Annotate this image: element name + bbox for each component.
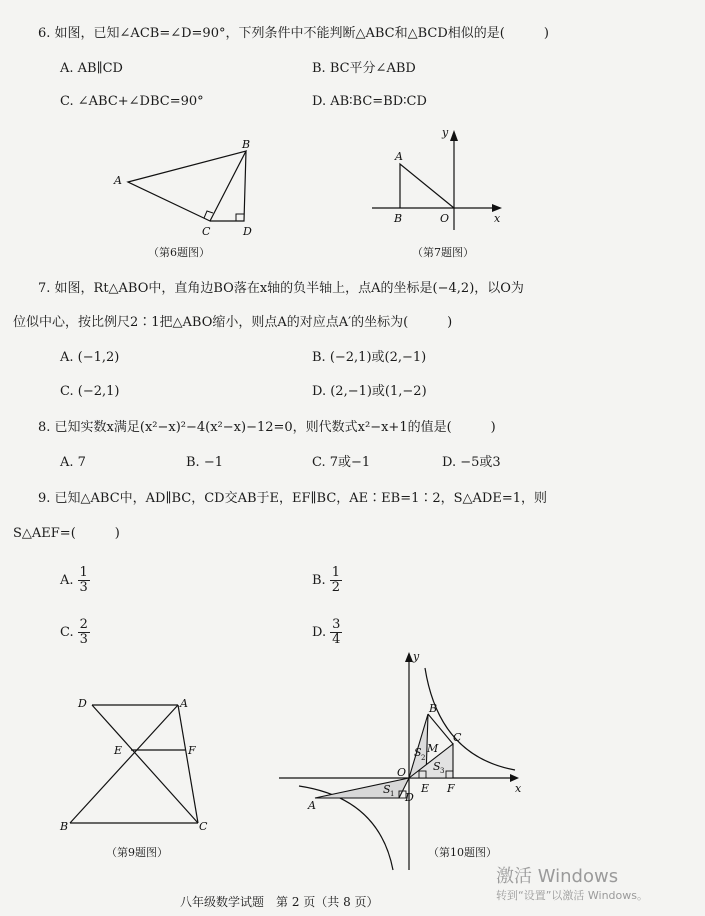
q9-option-a-letter: A. [60,573,74,588]
segment-ab [70,705,178,823]
label-f: F [188,744,196,757]
label-o: O [440,212,450,225]
label-s1-subscript: 1 [390,790,395,798]
label-s2: S [414,746,422,759]
label-a: A [180,697,188,710]
q7-option-d: D. (2,−1)或(1,−2) [312,384,427,399]
label-y: y [442,126,449,139]
q8-option-d: D. −5或3 [442,455,501,470]
q8-option-b: B. −1 [186,455,223,470]
label-b: B [429,702,438,715]
q9-option-b-denominator: 2 [331,580,340,595]
label-x: x [515,782,522,795]
right-angle-d [236,214,244,221]
triangle-abo [400,164,454,208]
label-e: E [421,782,430,795]
label-d: D [243,225,252,238]
figure-7-caption: （第7题图） [412,246,474,259]
q9-option-d-numerator: 3 [332,617,341,632]
label-b: B [60,820,69,833]
q7-option-b: B. (−2,1)或(2,−1) [312,350,427,365]
page-footer: 八年级数学试题 第 2 页（共 8 页） [180,895,379,909]
q9-option-a [60,566,90,595]
label-b: B [242,138,251,151]
q9-option-a-denominator: 3 [79,580,88,595]
label-c: C [202,225,211,238]
label-x: x [494,212,501,225]
triangle-abc [128,151,246,221]
label-e: E [114,744,123,757]
watermark-subtitle: 转到“设置”以激活 Windows。 [496,889,648,902]
q9-option-b-numerator: 1 [331,565,340,580]
shaded-triangle-s1 [315,778,409,798]
q8-option-a: A. 7 [60,455,86,470]
figure-6-caption: （第6题图） [148,246,210,259]
label-m: M [427,742,439,755]
q9-option-c-numerator: 2 [79,617,88,632]
label-f: F [447,782,455,795]
x-axis-arrow [510,774,519,782]
q9-option-d-denominator: 4 [332,632,341,647]
segment-bc [428,714,453,744]
x-axis-arrow [492,204,502,212]
q9-option-b-letter: B. [312,573,326,588]
label-b: B [394,212,403,225]
watermark-title: 激活 Windows [496,866,619,887]
q6-option-c: C. ∠ABC+∠DBC=90° [60,94,204,109]
q9-option-c-letter: C. [60,625,74,640]
figure-10-caption: （第10题图） [428,846,497,859]
q9-option-c [60,618,90,647]
label-s1: S [383,783,391,796]
label-s2-subscript: 2 [421,754,426,762]
y-axis-arrow [450,130,458,141]
q8-stem: 8. 已知实数x满足(x²−x)²−4(x²−x)−12=0，则代数式x²−x+1的值是( ) [38,420,496,435]
q9-option-b [312,566,342,595]
segment-ac [178,705,198,823]
label-c: C [453,731,462,744]
label-a: A [114,174,122,187]
label-d: D [78,697,87,710]
figure-9-caption: （第9题图） [106,846,168,859]
q9-option-d-letter: D. [312,625,327,640]
q9-option-d [312,618,342,647]
figure-7 [370,126,510,236]
label-s3: S [433,760,441,773]
q9-stem-line-2: S△AEF=( ) [13,526,120,541]
q6-option-b: B. BC平分∠ABD [312,61,416,76]
segment-dc [92,705,198,823]
q6-option-d: D. AB∶BC=BD∶CD [312,94,427,109]
q9-stem-line-1: 9. 已知△ABC中，AD∥BC，CD交AB于E，EF∥BC，AE∶EB=1∶2，S△ADE=1，则 [38,491,547,506]
q9-option-c-denominator: 3 [79,632,88,647]
figure-9 [60,692,220,842]
q7-option-c: C. (−2,1) [60,384,120,399]
q7-stem-line-1: 7. 如图，Rt△ABO中，直角边BO落在x轴的负半轴上，点A的坐标是(−4,2)，以O为 [38,281,524,296]
label-s3-subscript: 3 [440,767,445,775]
q7-stem-line-2: 位似中心，按比例尺2∶1把△ABO缩小，则点A的对应点A′的坐标为( ) [13,315,453,330]
q8-option-c: C. 7或−1 [312,455,371,470]
q7-option-a: A. (−1,2) [60,350,120,365]
label-d: D [405,791,414,804]
q9-option-a-numerator: 1 [79,565,88,580]
label-c: C [199,820,208,833]
label-o: O [397,766,407,779]
label-a: A [308,799,316,812]
label-y: y [413,650,420,663]
q6-option-a: A. AB∥CD [60,61,123,76]
label-a: A [395,150,403,163]
figure-6 [110,138,260,238]
q6-stem: 6. 如图，已知∠ACB=∠D=90°，下列条件中不能判断△ABC和△BCD相似的是( ) [38,26,549,41]
y-axis-arrow [405,652,413,662]
